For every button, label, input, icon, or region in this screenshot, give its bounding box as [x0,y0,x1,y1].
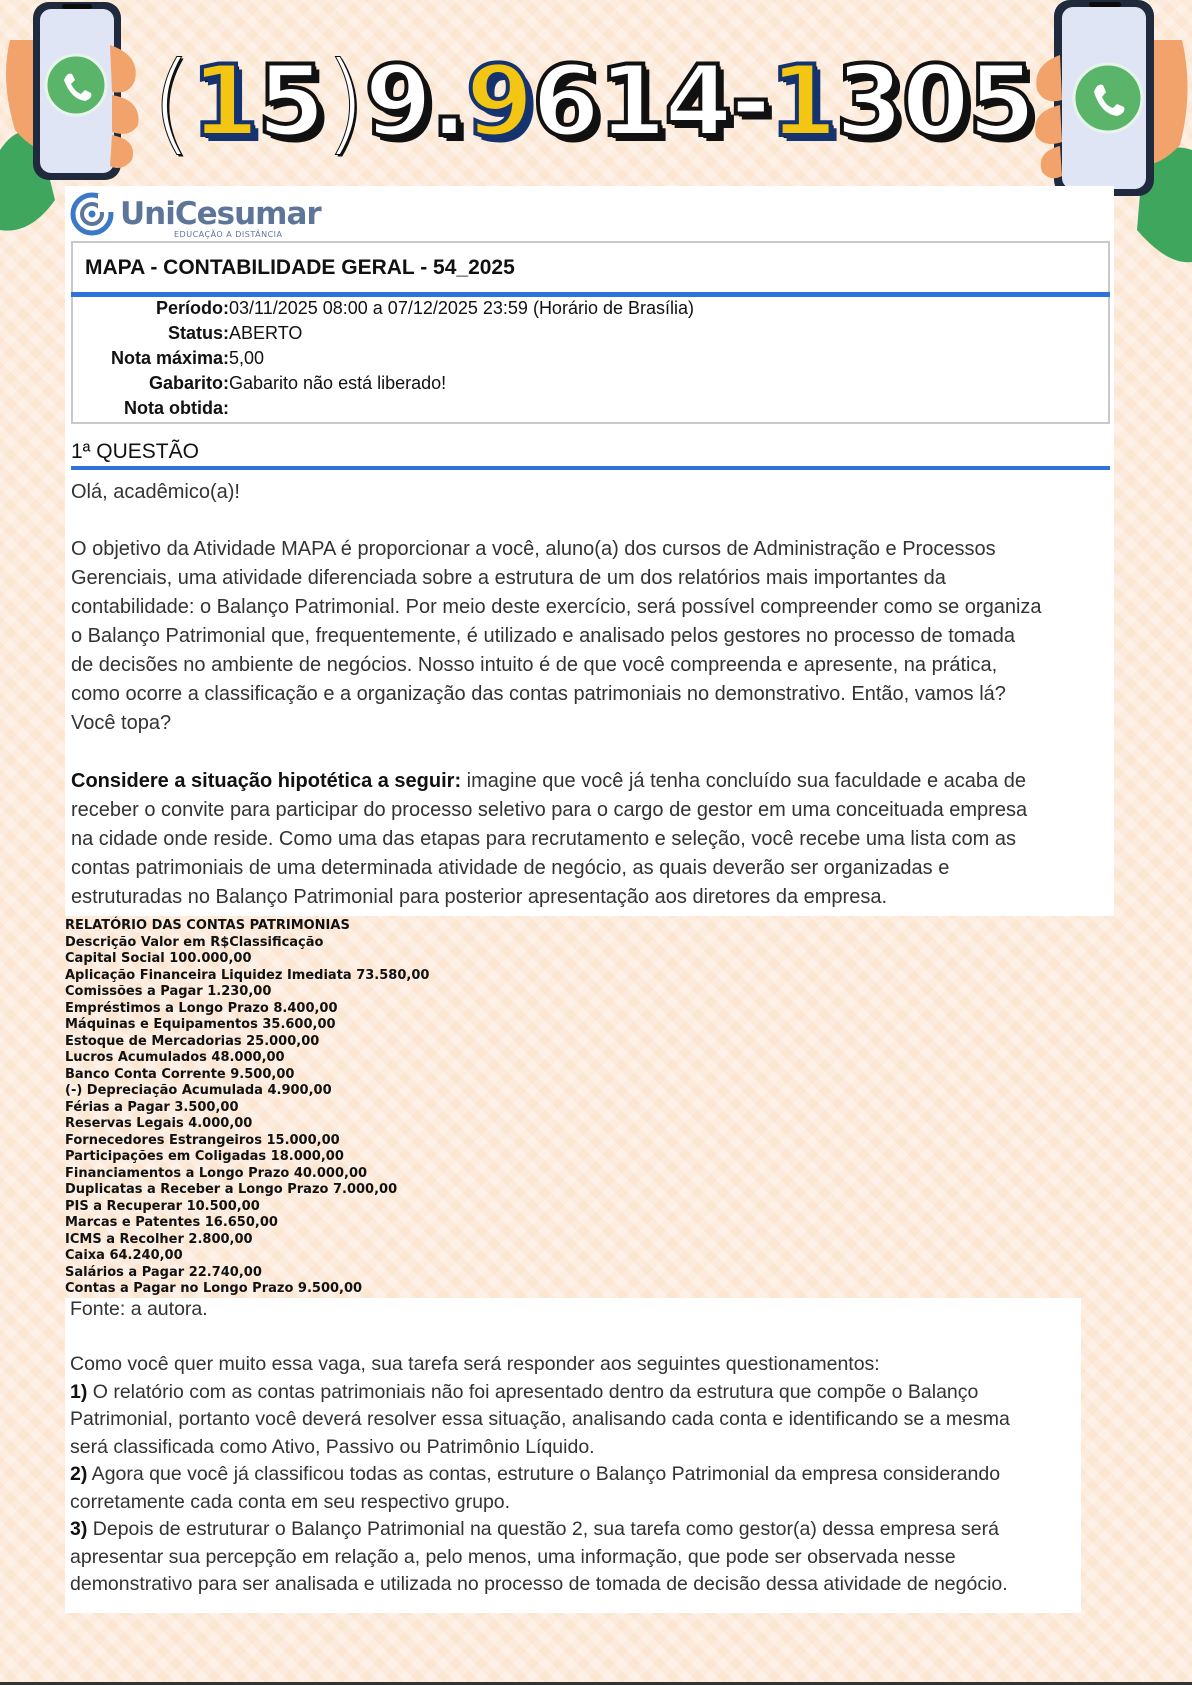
gabarito-value: Gabarito não está liberado! [229,373,447,393]
gabarito-row [73,373,446,397]
phone-digit: 5 [257,45,324,159]
report-row: PIS a Recuperar 10.500,00 [65,1198,260,1214]
objective-line: Gerenciais, uma atividade diferenciada sobre a estrutura de um dos relatórios mais importantes da [71,567,946,589]
objective-line: como ocorre a classificação e a organização das contas patrimoniais no demonstrativo. Então, vamos lá? [71,683,1006,705]
patrimonial-accounts-report [65,918,429,1298]
nota-maxima-label: Nota máxima: [110,348,229,368]
task-text: Patrimonial, portanto você deverá resolver essa situação, analisando cada conta e identificando se a mesma [70,1408,1010,1430]
gabarito-label: Gabarito: [148,373,229,393]
report-row: ICMS a Recolher 2.800,00 [65,1231,253,1247]
logo-text: UniCesumar [120,196,321,232]
unicesumar-logo [70,192,321,239]
task-line [70,1571,1080,1599]
phone-digit: 9. [364,45,466,159]
objective-line: contabilidade: o Balanço Patrimonial. Por meio deste exercício, será possível compreender como se organiza [71,596,1042,618]
tasks-section [70,1296,1080,1599]
phone-digit: 0 [901,45,968,159]
objective-paragraph [71,535,1116,738]
report-row: Lucros Acumulados 48.000,00 [65,1050,285,1065]
unicesumar-logo-icon [70,192,120,236]
report-row: Empréstimos a Longo Prazo 8.400,00 [65,1000,338,1016]
phone-digit: 1 [190,45,258,159]
nota-obtida-label: Nota obtida: [124,398,229,418]
task-text: Depois de estruturar o Balanço Patrimonial na questão 2, sua tarefa como gestor(a) dessa empresa será [87,1518,999,1540]
phone-digit: 9 [465,45,532,159]
source-note: Fonte: a autora. [70,1298,208,1320]
task-line [70,1406,1080,1434]
task-text: será classificada como Ativo, Passivo ou Patrimônio Líquido. [70,1435,595,1458]
activity-title: MAPA - CONTABILIDADE GERAL - 54_2025 [85,256,515,279]
greeting [71,478,1116,507]
logo-subtitle: EDUCAÇÃO A DISTÂNCIA [174,230,283,239]
report-row: Duplicatas a Receber a Longo Prazo 7.000,00 [65,1182,398,1197]
report-row: Salários a Pagar 22.740,00 [65,1264,262,1280]
periodo-label: Período: [155,298,229,318]
phone-digit: 1 [769,45,836,159]
status-value: ABERTO [229,323,303,343]
nota-maxima-value: 5,00 [229,348,265,368]
activity-info-box [71,297,1110,424]
task-number: 2) [70,1463,88,1485]
report-row: Férias a Pagar 3.500,00 [65,1099,239,1115]
objective-line: O objetivo da Atividade MAPA é proporcionar a você, aluno(a) dos cursos de Administração e Processos [71,538,996,560]
report-row: Marcas e Patentes 16.650,00 [65,1215,278,1230]
task-line [70,1544,1080,1572]
phone-number-banner [150,38,1034,166]
phone-digit: 5 [967,45,1034,159]
task-number: 1) [70,1380,88,1403]
situation-text: receber o convite para participar do processo seletivo para o cargo de gestor em uma conceituada empresa [71,799,1028,821]
report-row: Banco Conta Corrente 9.500,00 [65,1066,295,1082]
report-row: (-) Depreciação Acumulada 4.900,00 [65,1083,332,1098]
report-title: RELATÓRIO DAS CONTAS PATRIMONIAS [65,918,350,933]
report-row: Máquinas e Equipamentos 35.600,00 [65,1017,336,1032]
task-text: O relatório com as contas patrimoniais não foi apresentado dentro da estrutura que compõe o Balanço [87,1380,979,1403]
situation-text: contas patrimoniais de uma determinada atividade de negócio, as quais deverão ser organizadas e [71,857,950,879]
spacer [70,1324,1080,1352]
report-row: Contas a Pagar no Longo Prazo 9.500,00 [65,1281,363,1296]
phone-digit: 614- [531,45,770,159]
objective-line: Você topa? [71,712,172,734]
task-line [70,1379,1080,1407]
report-row: Caixa 64.240,00 [65,1248,183,1263]
objective-line: de decisões no ambiente de negócios. Nosso intuito é de que você compreenda e apresente, na prática, [71,654,998,676]
activity-title-box [71,241,1110,295]
situation-text: estruturadas no Balanço Patrimonial para posterior apresentação aos diretores da empresa. [71,886,888,908]
situation-line [71,796,1116,825]
situation-line [71,854,1116,883]
situation-text: imagine que você já tenha concluído sua faculdade e acaba de [461,770,1026,792]
situation-line [71,825,1116,854]
situation-bold: Considere a situação hipotética a seguir: [71,770,462,792]
nota-obtida-row [73,398,229,422]
task-text: Agora que você já classificou todas as contas, estruture o Balanço Patrimonial da empresa considerando [87,1463,1001,1485]
situation-line [71,883,1116,912]
task-line [70,1516,1080,1544]
report-row: Participações em Coligadas 18.000,00 [65,1149,344,1164]
task-text: demonstrativo para ser analisada e utilizada no processo de tomada de decisão dessa atividade de negócio. [70,1573,1008,1595]
report-header: Descrição Valor em R$Classificação [65,934,324,950]
nota-maxima-row [73,348,264,372]
situation-paragraph [71,767,1116,912]
report-row: Reservas Legais 4.000,00 [65,1116,253,1131]
phone-digit: ) [323,38,365,166]
task-text: corretamente cada conta em seu respectivo grupo. [70,1490,511,1513]
report-row: Capital Social 100.000,00 [65,951,252,966]
question-divider [71,466,1110,470]
tasks-intro: Como você quer muito essa vaga, sua tarefa será responder aos seguintes questionamentos: [70,1353,880,1375]
phone-digit: ( [150,38,191,166]
task-line [70,1461,1080,1489]
status-label: Status: [167,323,229,343]
report-row: Financiamentos a Longo Prazo 40.000,00 [65,1165,368,1181]
report-row: Comissões a Pagar 1.230,00 [65,984,272,999]
report-row: Fornecedores Estrangeiros 15.000,00 [65,1132,340,1148]
task-line [70,1489,1080,1517]
phone-digit: 3 [835,45,902,159]
status-row [73,323,302,347]
report-row: Aplicação Financeira Liquidez Imediata 73.580,00 [65,967,430,983]
situation-line [71,767,1116,796]
question-heading: 1ª QUESTÃO [71,440,199,463]
situation-text: na cidade onde reside. Como uma das etapas para recrutamento e seleção, você recebe uma lista com as [71,828,1016,850]
task-text: apresentar sua percepção em relação a, pelo menos, uma informação, que pode ser observada nesse [70,1545,956,1568]
periodo-value: 03/11/2025 08:00 a 07/12/2025 23:59 (Horário de Brasília) [229,298,694,318]
task-number: 3) [70,1518,88,1540]
greeting-text: Olá, acadêmico(a)! [71,481,240,503]
task-line [70,1434,1080,1462]
objective-line: o Balanço Patrimonial que, frequentemente, é utilizado e analisado pelos gestores no processo de tomada [71,625,1015,647]
periodo-row [73,298,694,322]
report-row: Estoque de Mercadorias 25.000,00 [65,1033,320,1049]
